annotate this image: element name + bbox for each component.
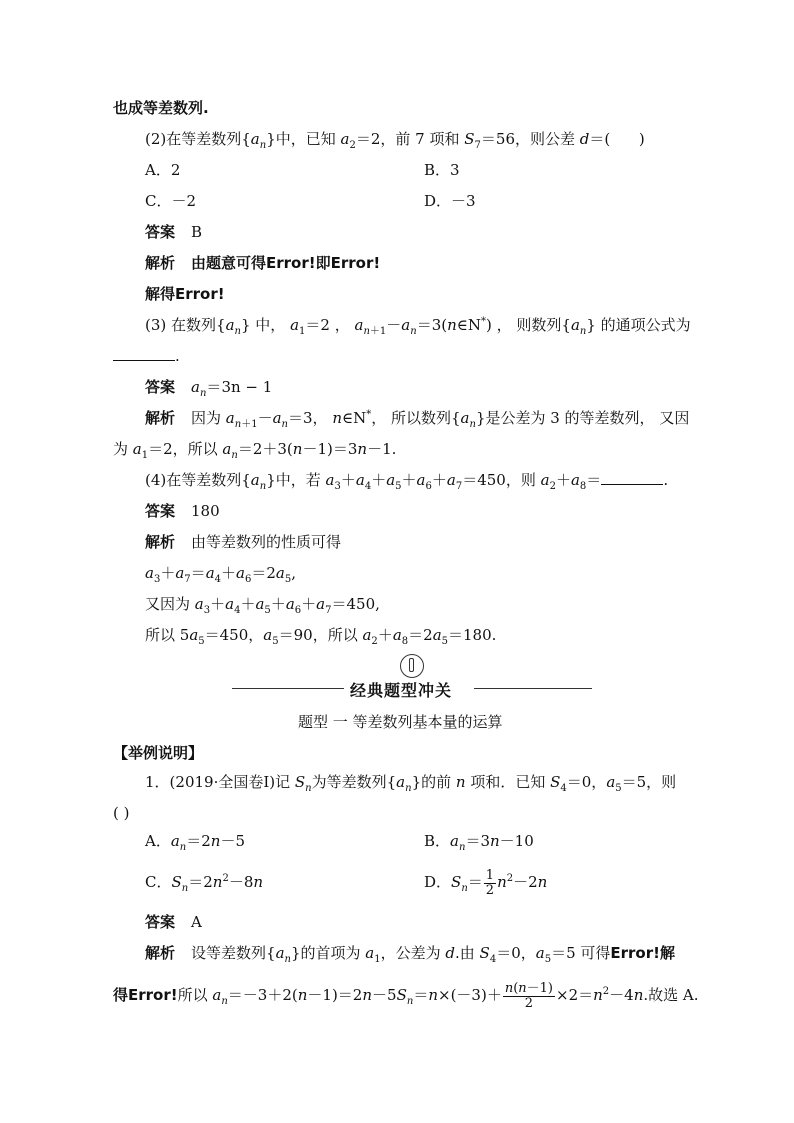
answer-value: A: [191, 913, 202, 931]
explanation-q3-cont: 为 $a_1=2$，所以 $a_n=2+3(n-1)=3n-1$.: [113, 440, 397, 461]
question-2: (2)在等差数列$\{a_n\}$中，已知 $a_2=2$，前 7 项和 $S_7=56$，则公差 d＝( ): [145, 130, 645, 151]
option-d: D．－3: [424, 192, 476, 210]
explanation-label: 解析: [145, 944, 176, 962]
answer-q2: [145, 222, 202, 242]
explanation-q4-line4: 所以 $5a_5=450$，$a_5=90$，所以 $a_2+a_8=2a_5=180$.: [145, 626, 497, 647]
answer-label: 答案: [145, 223, 176, 241]
divider-left: [232, 688, 344, 689]
option-b: B．3: [424, 161, 460, 179]
explanation-p1-cont: 得Error!所以 $a_n=-3+2(n-1)=2n-5S_n=n\times(-3)+$ $\frac{n(n-1)}{2}$ $\times 2=n^2-4n$.故选 A.: [113, 980, 699, 1011]
explanation-label: 解析: [145, 533, 176, 551]
question-2-label: (2)在等差数列: [145, 130, 242, 148]
question-4: (4)在等差数列$\{a_n\}$中，若 $a_3+a_4+a_5+a_6+a_7=450$，则 $a_2+a_8=$ .: [145, 471, 669, 492]
question-3: (3) 在数列$\{a_n\}$ 中， $a_1=2$ ， $a_{n+1}-a_n=3(n\in N^*)$ ， 则数列$\{a_n\}$ 的通项公式为: [145, 316, 691, 337]
problem-1-paren: ( ): [113, 804, 130, 822]
answer-p1: [145, 912, 202, 932]
example-label: 【举例说明】: [113, 744, 204, 762]
problem-1: 1．(2019·全国卷Ⅰ)记 $S_n$为等差数列$\{a_n\}$的前 n 项和．已知 $S_4=0$，$a_5=5$，则: [145, 773, 677, 794]
type-title: 题型 一 等差数列基本量的运算: [298, 713, 503, 731]
explanation-label: 解析: [145, 254, 176, 272]
explanation-q2-cont: 解得Error!: [145, 285, 225, 303]
p1-option-c: C．$S_n=2n^2-8n$: [145, 873, 264, 894]
answer-label: 答案: [145, 913, 176, 931]
answer-value: 180: [191, 502, 220, 520]
p1-option-a: A．$a_n=2n-5$: [145, 832, 246, 853]
explanation-q3: 解析 因为 $a_{n+1}-a_n=3$， n∈N*， 所以数列$\{a_n\}$是公差为 3 的等差数列， 又因: [145, 409, 690, 430]
explanation-q4-line3: 又因为 $a_3+a_4+a_5+a_6+a_7=450$,: [145, 595, 380, 616]
p1-option-d: D．$S_n=$ $\frac{1}{2}$ $n^2-2n$: [424, 867, 548, 898]
answer-value: 3n − 1: [221, 378, 273, 396]
section-badge-icon: [400, 654, 424, 678]
answer-q3: 答案 $a_n=3n - 1$: [145, 378, 273, 399]
option-c: C．－2: [145, 192, 197, 210]
answer-q4: [145, 501, 220, 521]
explanation-q2: [145, 253, 380, 273]
answer-label: 答案: [145, 502, 176, 520]
explanation-q4: [145, 532, 341, 552]
p1-option-b: B．$a_n=3n-10$: [424, 832, 534, 853]
explanation-text: 由题意可得Error!即Error!: [191, 254, 381, 272]
question-3-label: (3) 在数列: [145, 316, 217, 334]
answer-label: 答案: [145, 378, 176, 396]
explanation-text: 由等差数列的性质可得: [191, 533, 342, 551]
divider-right: [474, 688, 592, 689]
explanation-q4-line2: $a_3+a_7=a_4+a_6=2a_5$,: [145, 564, 297, 585]
option-a: A．2: [145, 161, 181, 179]
section-title: 经典题型冲关: [350, 681, 453, 700]
continued-text: 也成等差数列.: [113, 99, 209, 117]
explanation-p1: 解析 设等差数列$\{a_n\}$的首项为 $a_1$，公差为 d.由 $S_4=0$，$a_5=5$ 可得Error!解: [145, 944, 675, 965]
question-3-blank: .: [113, 346, 180, 366]
explanation-label: 解析: [145, 409, 176, 427]
answer-value: B: [191, 223, 203, 241]
